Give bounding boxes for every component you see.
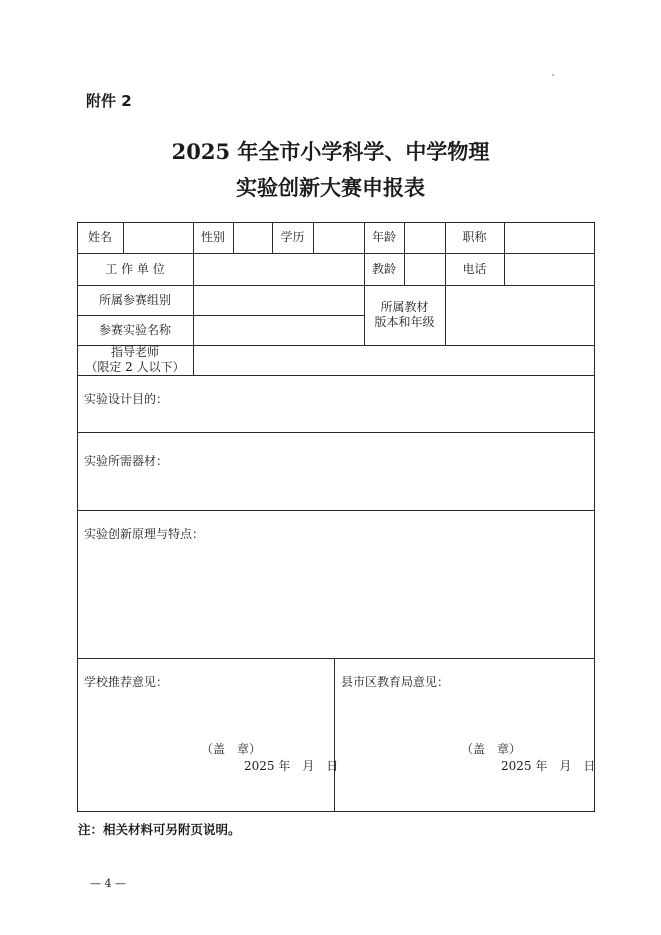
application-form-table <box>77 222 595 812</box>
textbook-version-field[interactable] <box>446 286 594 345</box>
name-field[interactable] <box>124 223 193 253</box>
age-field[interactable] <box>405 223 445 253</box>
professional-title-field[interactable] <box>505 223 594 253</box>
col-divider <box>334 658 335 812</box>
advisor-label-line1: 指导老师 <box>110 345 159 359</box>
education-field[interactable] <box>314 223 364 253</box>
row-divider <box>77 658 595 659</box>
form-title-line2: 实验创新大赛申报表 <box>236 175 425 200</box>
page-number: — 4 — <box>90 877 126 890</box>
teaching-years-field[interactable] <box>405 254 445 285</box>
work-unit-field[interactable] <box>194 254 364 285</box>
scan-speck <box>552 74 554 76</box>
age-label: 年龄 <box>371 230 396 244</box>
attachment-label: 附件 2 <box>86 92 132 110</box>
innovation-principle-label: 实验创新原理与特点： <box>84 527 205 541</box>
competition-group-field[interactable] <box>194 286 364 315</box>
bureau-opinion-label: 县市区教育局意见： <box>341 675 450 689</box>
competition-group-label: 所属参赛组别 <box>98 292 171 307</box>
phone-label: 电话 <box>462 261 487 276</box>
gender-label: 性别 <box>200 230 225 244</box>
teaching-years-label: 教龄 <box>371 261 396 276</box>
equipment-label: 实验所需器材： <box>84 454 169 468</box>
school-recommendation-label: 学校推荐意见： <box>84 675 169 689</box>
advisor-label-line2: （限定 2 人以下） <box>85 360 185 374</box>
experiment-name-field[interactable] <box>194 316 364 345</box>
education-label: 学历 <box>280 230 305 244</box>
row-divider <box>77 432 595 433</box>
textbook-label-line2: 版本和年级 <box>374 315 435 329</box>
footnote: 注：相关材料可另附页说明。 <box>78 822 241 837</box>
professional-title-label: 职称 <box>462 230 487 244</box>
border-bottom <box>77 811 595 812</box>
bureau-date-text: 2025 年 月 日 <box>501 759 596 773</box>
textbook-version-label <box>364 285 445 345</box>
name-label: 姓名 <box>87 230 112 244</box>
advisor-field[interactable] <box>194 346 594 375</box>
advisor-label <box>77 345 193 375</box>
school-seal-text: （盖 章） <box>201 742 262 756</box>
row-divider <box>77 375 595 376</box>
experiment-name-label: 参赛实验名称 <box>98 322 171 337</box>
border-right <box>594 222 595 812</box>
row-divider <box>77 510 595 511</box>
design-purpose-label: 实验设计目的： <box>84 392 169 406</box>
school-date-text: 2025 年 月 日 <box>244 759 339 773</box>
bureau-seal-text: （盖 章） <box>461 742 522 756</box>
textbook-label-line1: 所属教材 <box>380 300 429 314</box>
work-unit-label: 工 作 单 位 <box>105 261 165 276</box>
gender-field[interactable] <box>234 223 272 253</box>
phone-field[interactable] <box>505 254 594 285</box>
form-title-line1: 2025 年全市小学科学、中学物理 <box>171 139 490 164</box>
